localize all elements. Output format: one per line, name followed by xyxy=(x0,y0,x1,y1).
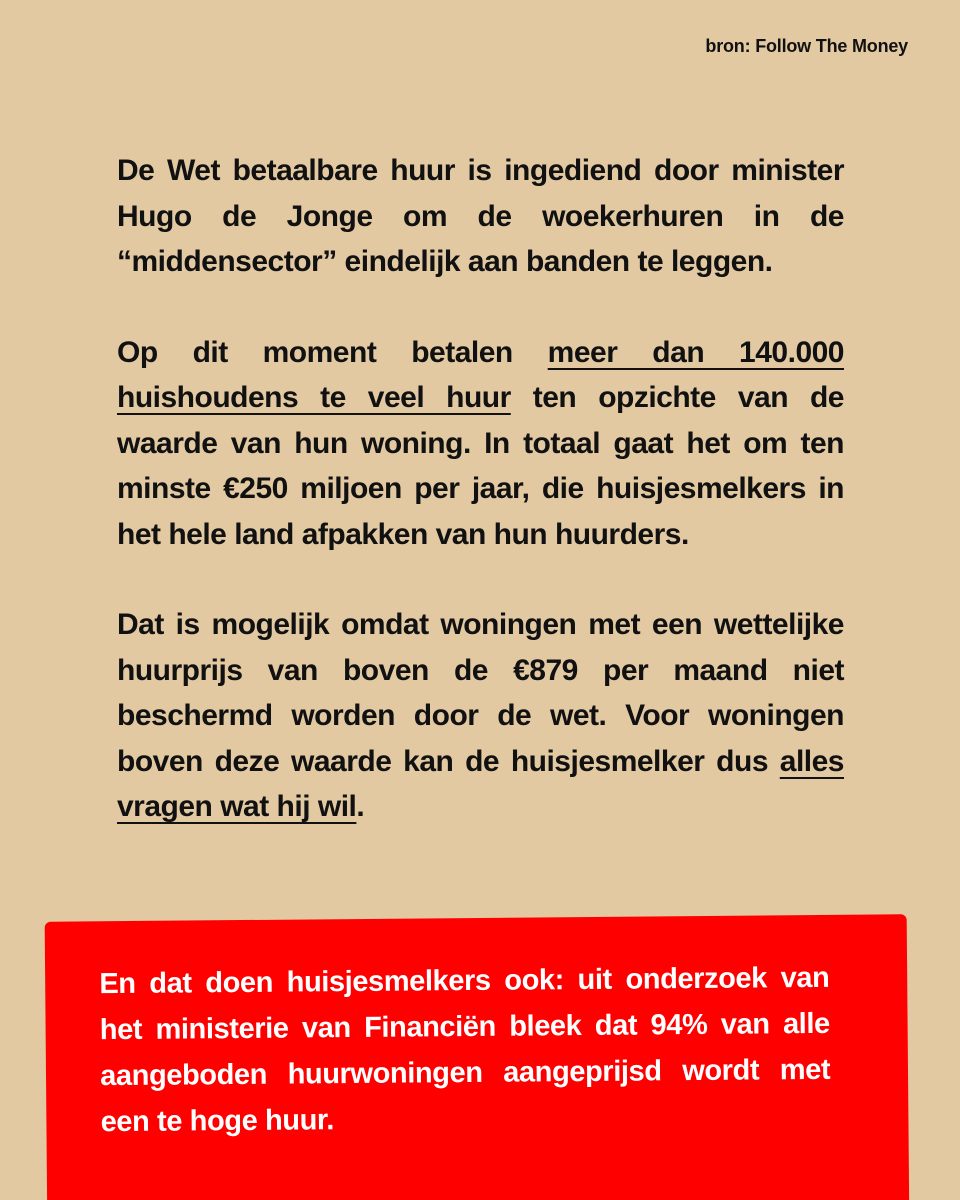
paragraph-households-text-1: Op dit moment betalen xyxy=(117,335,548,369)
ask-anything-link[interactable]: alles vragen wat hij wil xyxy=(117,744,844,823)
source-credit: bron: Follow The Money xyxy=(705,36,908,56)
paragraph-rent-limit-text-1: Dat is mogelijk omdat woningen met een wettelijke huurprijs van boven de €879 per maand niet beschermd worden door de wet. Voor woningen boven deze waarde kan de huisjesmelker dus xyxy=(117,608,844,778)
paragraph-intro xyxy=(117,148,844,285)
paragraph-households xyxy=(117,330,844,558)
households-link[interactable]: meer dan 140.000 huishoudens te veel huur xyxy=(117,335,844,414)
paragraph-households-text-2: ten opzichte van de waarde van hun woning. In totaal gaat het om ten minste €250 miljoen per jaar, die huisjesmelkers in het hele land afpakken van hun huurders. xyxy=(117,381,844,551)
paragraph-rent-limit xyxy=(117,602,844,830)
paragraph-intro-text: De Wet betaalbare huur is ingediend door minister Hugo de Jonge om de woekerhuren in de “middensector” eindelijk aan banden te leggen. xyxy=(117,154,844,278)
article-body xyxy=(117,148,844,875)
paragraph-rent-limit-text-2: . xyxy=(356,790,365,823)
callout-text: En dat doen huisjesmelkers ook: uit onderzoek van het ministerie van Financiën bleek dat 94% van alle aangeboden huurwoningen aangeprijsd wordt met een te hoge huur. xyxy=(99,961,831,1139)
